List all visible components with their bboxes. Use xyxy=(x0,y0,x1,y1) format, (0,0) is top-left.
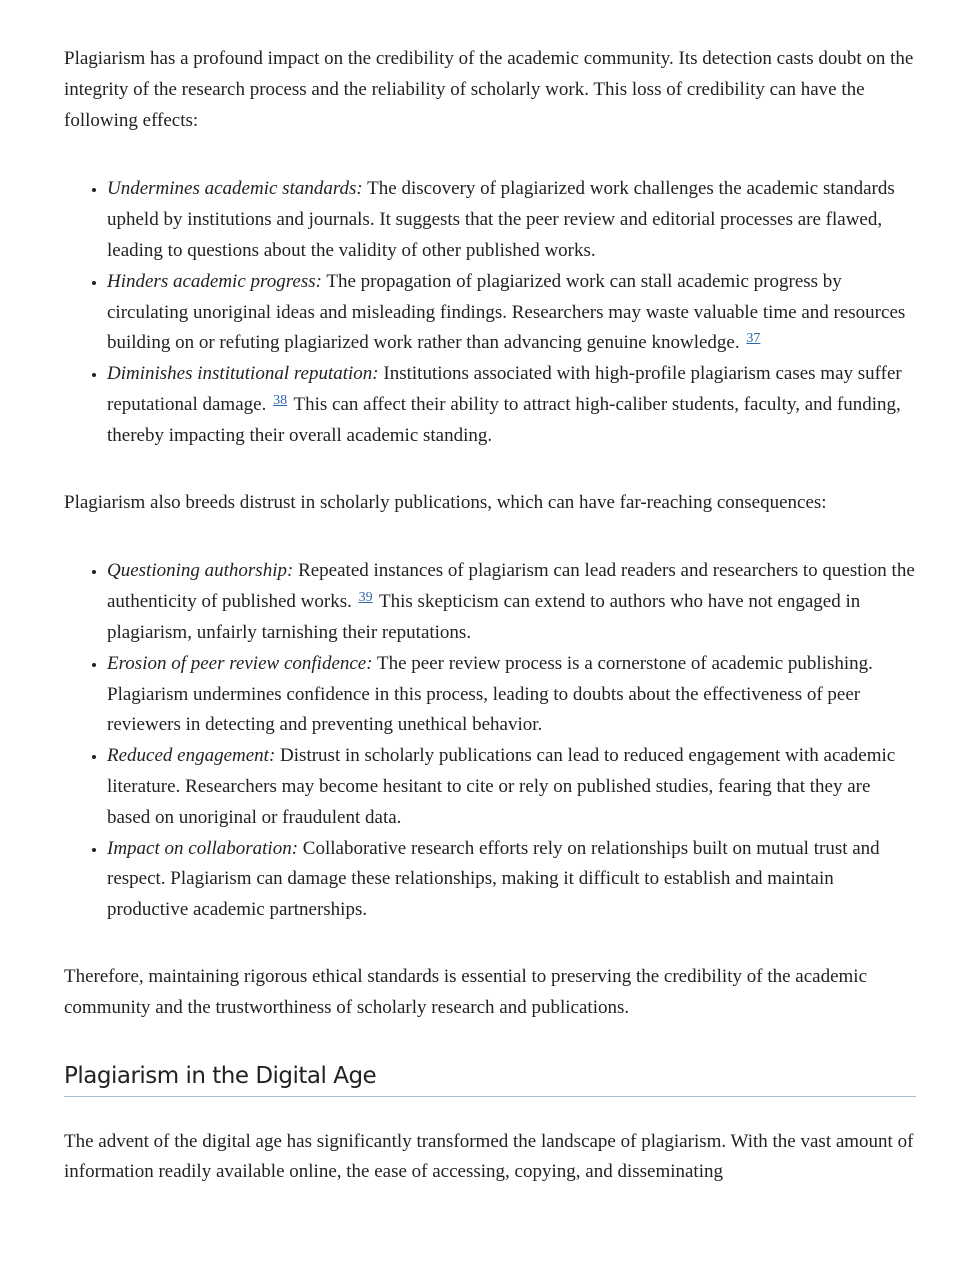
list-item xyxy=(107,267,916,359)
list-item xyxy=(107,834,916,926)
item-text: The discovery of plagiarized work challenges the academic standards upheld by institutions and journals. It suggests that the peer review and editorial processes are flawed, leading to questions about the validity of other published works. xyxy=(107,178,895,261)
item-label: Diminishes institutional reputation: xyxy=(107,363,379,385)
item-text: Collaborative research efforts rely on relationships built on mutual trust and respect. Plagiarism can damage these relationships, making it difficult to establish and maintain productive academic partnerships. xyxy=(107,837,880,921)
footnote-link-39[interactable]: 39 xyxy=(358,590,373,606)
paragraph-distrust: Plagiarism also breeds distrust in scholarly publications, which can have far-reaching consequences: xyxy=(64,491,827,513)
item-text: This skepticism can extend to authors who have not engaged in plagiarism, unfairly tarnishing their reputations. xyxy=(107,591,861,643)
item-label: Erosion of peer review confidence: xyxy=(107,652,373,674)
item-text: The peer review process is a cornerstone of academic publishing. Plagiarism undermines confidence in this process, leading to doubts about the effectiveness of peer reviewers in detecting and preventing unethical behavior. xyxy=(107,652,873,736)
article-content xyxy=(64,44,916,1224)
list-item xyxy=(107,359,916,451)
item-label: Reduced engagement: xyxy=(107,745,276,767)
item-label: Undermines academic standards: xyxy=(107,178,363,200)
paragraph-digital-age: The advent of the digital age has significantly transformed the landscape of plagiarism. With the vast amount of information readily available online, the ease of accessing, copying, and disseminating xyxy=(64,1130,914,1183)
item-text: Distrust in scholarly publications can lead to reduced engagement with academic literature. Researchers may become hesitant to cite or rely on published studies, fearing that they are based on unoriginal or fraudulent data. xyxy=(107,745,896,828)
distrust-consequences-list xyxy=(64,554,916,926)
list-item xyxy=(107,741,916,833)
footnote-link-38[interactable]: 38 xyxy=(273,392,288,408)
item-text: The propagation of plagiarized work can stall academic progress by circulating unoriginal ideas and misleading findings. Researchers may waste valuable time and resources building on or refuting plagiarized work rather than advancing genuine knowledge. xyxy=(107,270,906,354)
item-text: This can affect their ability to attract high-caliber students, faculty, and funding, thereby impacting their overall academic standing. xyxy=(107,393,901,446)
credibility-effects-list xyxy=(64,172,916,451)
section-heading: Plagiarism in the Digital Age xyxy=(64,1060,916,1097)
list-item xyxy=(107,649,916,741)
footnote-link-37[interactable]: 37 xyxy=(746,331,761,347)
item-label: Questioning authorship: xyxy=(107,560,294,582)
item-text: Repeated instances of plagiarism can lead readers and researchers to question the authenticity of published works. xyxy=(107,560,915,613)
list-item xyxy=(107,174,916,266)
list-item xyxy=(107,556,916,648)
paragraph-credibility: Plagiarism has a profound impact on the credibility of the academic community. Its detection casts doubt on the integrity of the research process and the reliability of scholarly work. This loss of credibility can have the following effects: xyxy=(64,48,914,131)
item-label: Hinders academic progress: xyxy=(107,270,322,292)
item-label: Impact on collaboration: xyxy=(107,837,299,859)
paragraph-conclusion: Therefore, maintaining rigorous ethical standards is essential to preserving the credibility of the academic community and the trustworthiness of scholarly research and publications. xyxy=(64,965,868,1018)
item-text: Institutions associated with high-profile plagiarism cases may suffer reputational damage. xyxy=(107,363,902,415)
